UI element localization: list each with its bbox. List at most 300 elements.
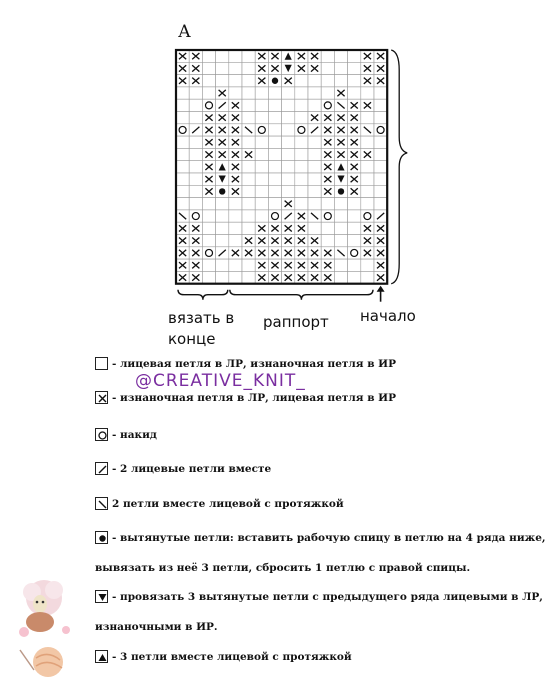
chart-cell-blank [202, 222, 215, 234]
chart-cell-purl [361, 247, 374, 259]
chart-cell-yarn-over [202, 99, 215, 111]
chart-cell-blank [189, 185, 202, 197]
chart-cell-blank [176, 99, 189, 111]
chart-cell-blank [308, 148, 321, 160]
chart-cell-blank [282, 99, 295, 111]
chart-cell-blank [229, 62, 242, 74]
chart-cell-purl [202, 173, 215, 185]
end-knit-brace [178, 290, 228, 300]
chart-cell-sk2p [334, 161, 347, 173]
chart-cell-purl [348, 124, 361, 136]
chart-cell-purl [268, 62, 281, 74]
chart-cell-purl [334, 112, 347, 124]
chart-cell-blank [334, 75, 347, 87]
chart-cell-blank [242, 210, 255, 222]
chart-cell-blank [348, 235, 361, 247]
chart-cell-purl [202, 161, 215, 173]
chart-cell-blank [202, 75, 215, 87]
chart-cell-p3-together [216, 173, 229, 185]
chart-cell-blank [321, 50, 334, 62]
chart-cell-k2tog [308, 124, 321, 136]
chart-cell-purl [216, 148, 229, 160]
chart-cell-purl [282, 235, 295, 247]
circle-square-icon [95, 428, 108, 441]
chart-cell-purl [308, 271, 321, 283]
chart-cell-yarn-over [321, 210, 334, 222]
chart-cell-purl [229, 185, 242, 197]
chart-cell-blank [268, 136, 281, 148]
chart-cell-blank [242, 62, 255, 74]
chart-cell-blank [374, 198, 387, 210]
chart-cell-blank [242, 271, 255, 283]
chart-cell-purl [202, 124, 215, 136]
chart-cell-purl [361, 222, 374, 234]
chart-cell-blank [308, 87, 321, 99]
chart-cell-purl [361, 235, 374, 247]
chart-cell-blank [361, 173, 374, 185]
chart-cell-k2tog [216, 247, 229, 259]
chart-cell-purl [348, 173, 361, 185]
chart-cell-purl [255, 259, 268, 271]
chart-cell-yarn-over [268, 210, 281, 222]
chart-cell-blank [361, 87, 374, 99]
chart-cell-purl [321, 247, 334, 259]
legend-text-continuation: вывязать из неё 3 петли, сбросить 1 петлю с правой спицы. [95, 562, 471, 574]
chart-cell-purl [282, 75, 295, 87]
chart-cell-purl [308, 50, 321, 62]
blank-square-icon [95, 357, 108, 370]
chart-cell-blank [361, 259, 374, 271]
chart-cell-purl [321, 136, 334, 148]
chart-cell-purl [189, 62, 202, 74]
chart-cell-blank [308, 222, 321, 234]
chart-cell-yarn-over [176, 124, 189, 136]
chart-cell-blank [216, 222, 229, 234]
chart-cell-blank [361, 271, 374, 283]
chart-cell-purl [216, 124, 229, 136]
chart-cell-blank [321, 75, 334, 87]
chart-cell-purl [242, 148, 255, 160]
watermark: @CREATIVE_KNIT_ [135, 371, 306, 391]
chart-cell-purl [189, 222, 202, 234]
chart-cell-blank [295, 161, 308, 173]
chart-cell-blank [374, 136, 387, 148]
chart-cell-purl [189, 50, 202, 62]
chart-cell-blank [374, 148, 387, 160]
chart-title: А [178, 22, 191, 42]
chart-cell-purl [348, 148, 361, 160]
chart-cell-blank [189, 136, 202, 148]
chart-cell-ssk [308, 210, 321, 222]
chart-cell-blank [268, 173, 281, 185]
chart-cell-blank [321, 62, 334, 74]
chart-cell-blank [308, 99, 321, 111]
chart-cell-p3-together [282, 62, 295, 74]
chart-cell-purl [308, 112, 321, 124]
chart-cell-blank [189, 99, 202, 111]
chart-cell-k2tog [374, 210, 387, 222]
chart-cell-blank [334, 235, 347, 247]
chart-cell-yarn-over [321, 99, 334, 111]
chart-cell-blank [255, 161, 268, 173]
legend-text: - 2 лицевые петли вместе [112, 463, 272, 475]
chart-cell-blank [255, 210, 268, 222]
chart-cell-blank [308, 75, 321, 87]
dot-square-icon [95, 531, 108, 544]
chart-cell-blank [334, 259, 347, 271]
chart-cell-ssk [242, 124, 255, 136]
chart-cell-blank [229, 259, 242, 271]
chart-cell-purl [229, 173, 242, 185]
chart-cell-blank [348, 75, 361, 87]
chart-cell-blank [255, 136, 268, 148]
chart-cell-blank [229, 87, 242, 99]
chart-cell-blank [348, 50, 361, 62]
chart-cell-blank [202, 198, 215, 210]
chart-cell-blank [334, 222, 347, 234]
chart-cell-blank [334, 271, 347, 283]
chart-cell-purl [176, 75, 189, 87]
chart-cell-purl [242, 247, 255, 259]
chart-cell-purl [202, 185, 215, 197]
chart-cell-blank [242, 185, 255, 197]
chart-cell-yarn-over [295, 124, 308, 136]
chart-cell-k2tog [189, 124, 202, 136]
chart-cell-blank [282, 173, 295, 185]
chart-cell-purl [374, 50, 387, 62]
chart-cell-blank [374, 185, 387, 197]
chart-cell-blank [202, 62, 215, 74]
chart-cell-purl [268, 222, 281, 234]
chart-cell-blank [216, 210, 229, 222]
legend-text: - вытянутые петли: вставить рабочую спицу в петлю на 4 ряда ниже, [112, 532, 546, 544]
chart-cell-blank [216, 50, 229, 62]
chart-cell-blank [189, 161, 202, 173]
chart-cell-purl [321, 173, 334, 185]
chart-cell-blank [176, 112, 189, 124]
chart-cell-purl [189, 259, 202, 271]
chart-cell-purl [348, 99, 361, 111]
chart-cell-sk2p [282, 50, 295, 62]
chart-cell-blank [295, 198, 308, 210]
chart-cell-blank [282, 112, 295, 124]
chart-cell-blank [189, 87, 202, 99]
chart-cell-blank [202, 235, 215, 247]
chart-cell-blank [255, 173, 268, 185]
chart-cell-blank [268, 148, 281, 160]
chart-cell-blank [268, 124, 281, 136]
chart-cell-purl [295, 271, 308, 283]
chart-cell-blank [308, 136, 321, 148]
chart-cell-elongated [216, 185, 229, 197]
chart-cell-blank [295, 99, 308, 111]
chart-cell-purl [176, 247, 189, 259]
chart-cell-ssk [334, 247, 347, 259]
chart-cell-blank [242, 87, 255, 99]
chart-cell-blank [255, 87, 268, 99]
chart-cell-blank [229, 222, 242, 234]
chart-cell-blank [176, 148, 189, 160]
chart-cell-purl [361, 62, 374, 74]
chart-cell-blank [295, 112, 308, 124]
chart-cell-purl [255, 247, 268, 259]
chart-cell-blank [308, 173, 321, 185]
chart-cell-blank [334, 62, 347, 74]
chart-cell-blank [282, 161, 295, 173]
chart-cell-purl [308, 62, 321, 74]
chart-cell-purl [216, 136, 229, 148]
chart-cell-purl [229, 124, 242, 136]
chart-cell-purl [255, 271, 268, 283]
chart-cell-blank [268, 185, 281, 197]
chart-cell-purl [268, 247, 281, 259]
chart-cell-purl [255, 235, 268, 247]
chart-cell-purl [176, 62, 189, 74]
chart-cell-purl [334, 124, 347, 136]
chart-cell-purl [255, 50, 268, 62]
chart-cell-blank [348, 210, 361, 222]
chart-cell-blank [295, 148, 308, 160]
chart-cell-blank [348, 198, 361, 210]
chart-cell-purl [282, 271, 295, 283]
chart-cell-blank [176, 136, 189, 148]
chart-cell-blank [268, 87, 281, 99]
backslash-square-icon [95, 497, 108, 510]
chart-cell-purl [229, 99, 242, 111]
chart-cell-blank [255, 198, 268, 210]
chart-cell-purl [282, 198, 295, 210]
chart-cell-blank [308, 198, 321, 210]
chart-cell-blank [242, 173, 255, 185]
chart-cell-blank [282, 136, 295, 148]
chart-cell-purl [189, 235, 202, 247]
chart-cell-blank [282, 148, 295, 160]
chart-cell-ssk [361, 124, 374, 136]
chart-cell-k2tog [216, 99, 229, 111]
chart-cell-purl [216, 112, 229, 124]
chart-cell-blank [202, 259, 215, 271]
start-label: начало [360, 307, 416, 325]
legend-text: - лицевая петля в ЛР, изнаночная петля в ИР [112, 358, 396, 370]
chart-cell-purl [374, 222, 387, 234]
chart-cell-yarn-over [361, 210, 374, 222]
chart-cell-blank [202, 50, 215, 62]
chart-cell-purl [268, 235, 281, 247]
chart-cell-purl [321, 271, 334, 283]
chart-cell-blank [374, 99, 387, 111]
chart-cell-purl [321, 124, 334, 136]
chart-cell-yarn-over [202, 247, 215, 259]
chart-cell-purl [268, 271, 281, 283]
chart-cell-purl [321, 185, 334, 197]
chart-cell-blank [255, 148, 268, 160]
end-knit-label: вязать в конце [168, 309, 235, 348]
chart-cell-purl [202, 136, 215, 148]
chart-cell-k2tog [282, 210, 295, 222]
chart-cell-purl [295, 62, 308, 74]
chart-cell-purl [202, 112, 215, 124]
chart-cell-purl [348, 136, 361, 148]
chart-cell-purl [321, 161, 334, 173]
triangle-up-square-icon [95, 650, 108, 663]
chart-cell-yarn-over [348, 247, 361, 259]
chart-cell-blank [229, 210, 242, 222]
chart-cell-purl [176, 235, 189, 247]
chart-cell-blank [374, 161, 387, 173]
chart-cell-blank [189, 148, 202, 160]
chart-cell-blank [255, 99, 268, 111]
chart-cell-blank [374, 173, 387, 185]
chart-cell-blank [202, 87, 215, 99]
chart-cell-blank [242, 222, 255, 234]
knitting-chart [0, 0, 552, 340]
chart-cell-ssk [176, 210, 189, 222]
chart-cell-purl [361, 99, 374, 111]
chart-cell-purl [255, 222, 268, 234]
chart-cell-blank [242, 99, 255, 111]
chart-cell-purl [189, 75, 202, 87]
chart-cell-purl [189, 247, 202, 259]
legend-text: - изнаночная петля в ЛР, лицевая петля в ИР [112, 392, 396, 404]
chart-cell-blank [348, 271, 361, 283]
chart-cell-purl [242, 235, 255, 247]
chart-cell-purl [176, 271, 189, 283]
chart-cell-blank [216, 75, 229, 87]
chart-cell-purl [374, 62, 387, 74]
slash-square-icon [95, 462, 108, 475]
chart-cell-blank [202, 271, 215, 283]
chart-cell-purl [229, 148, 242, 160]
chart-cell-blank [242, 259, 255, 271]
chart-cell-purl [308, 259, 321, 271]
chart-cell-purl [229, 112, 242, 124]
legend-text: 2 петли вместе лицевой с протяжкой [112, 498, 344, 510]
chart-cell-blank [268, 99, 281, 111]
chart-cell-blank [242, 50, 255, 62]
chart-cell-blank [282, 185, 295, 197]
chart-cell-blank [176, 87, 189, 99]
chart-cell-purl [189, 271, 202, 283]
chart-cell-blank [268, 198, 281, 210]
chart-cell-blank [308, 161, 321, 173]
chart-cell-purl [361, 148, 374, 160]
chart-cell-purl [295, 259, 308, 271]
chart-cell-blank [334, 198, 347, 210]
chart-cell-blank [321, 235, 334, 247]
chart-cell-blank [189, 198, 202, 210]
chart-cell-purl [334, 136, 347, 148]
chart-cell-blank [176, 161, 189, 173]
chart-cell-blank [295, 185, 308, 197]
chart-cell-purl [202, 148, 215, 160]
chart-cell-blank [202, 210, 215, 222]
chart-cell-purl [321, 148, 334, 160]
chart-cell-blank [189, 112, 202, 124]
chart-cell-blank [176, 173, 189, 185]
chart-cell-blank [308, 185, 321, 197]
chart-cell-purl [229, 161, 242, 173]
chart-cell-purl [268, 259, 281, 271]
row-brace [391, 50, 407, 284]
chart-cell-purl [216, 87, 229, 99]
chart-cell-blank [334, 210, 347, 222]
chart-cell-blank [361, 185, 374, 197]
chart-cell-purl [176, 222, 189, 234]
chart-cell-purl [348, 161, 361, 173]
chart-cell-purl [374, 235, 387, 247]
chart-cell-blank [295, 75, 308, 87]
sheep-illustration [10, 570, 80, 680]
chart-cell-blank [361, 198, 374, 210]
chart-cell-blank [282, 87, 295, 99]
cross-square-icon [95, 391, 108, 404]
chart-cell-purl [374, 259, 387, 271]
chart-cell-blank [295, 136, 308, 148]
chart-cell-blank [229, 198, 242, 210]
chart-cell-blank [374, 87, 387, 99]
legend-text: - накид [112, 429, 157, 441]
chart-cell-blank [348, 62, 361, 74]
chart-cell-purl [255, 62, 268, 74]
chart-cell-purl [374, 75, 387, 87]
chart-cell-blank [255, 185, 268, 197]
chart-cell-purl [229, 247, 242, 259]
chart-cell-purl [334, 87, 347, 99]
repeat-brace [230, 290, 373, 300]
chart-cell-purl [308, 247, 321, 259]
chart-cell-blank [242, 112, 255, 124]
chart-cell-blank [282, 124, 295, 136]
chart-cell-purl [374, 271, 387, 283]
chart-cell-blank [321, 198, 334, 210]
chart-cell-purl [361, 75, 374, 87]
chart-cell-blank [334, 50, 347, 62]
chart-cell-purl [282, 247, 295, 259]
chart-cell-purl [268, 50, 281, 62]
chart-cell-purl [374, 247, 387, 259]
chart-cell-p3-together [334, 173, 347, 185]
chart-cell-purl [321, 112, 334, 124]
chart-cell-blank [361, 136, 374, 148]
chart-cell-blank [242, 75, 255, 87]
chart-cell-blank [348, 87, 361, 99]
chart-cell-yarn-over [374, 124, 387, 136]
chart-cell-blank [242, 136, 255, 148]
chart-cell-blank [189, 173, 202, 185]
chart-cell-blank [229, 75, 242, 87]
chart-cell-purl [334, 148, 347, 160]
chart-cell-blank [348, 259, 361, 271]
legend-text: - провязать 3 вытянутые петли с предыдущего ряда лицевыми в ЛР, [112, 591, 543, 603]
legend-text-continuation: изнаночными в ИР. [95, 621, 218, 633]
chart-cell-blank [229, 235, 242, 247]
chart-cell-blank [216, 235, 229, 247]
chart-cell-elongated [268, 75, 281, 87]
chart-cell-blank [348, 222, 361, 234]
chart-cell-purl [282, 222, 295, 234]
chart-cell-purl [348, 185, 361, 197]
chart-cell-blank [176, 185, 189, 197]
chart-cell-blank [216, 62, 229, 74]
chart-cell-blank [216, 198, 229, 210]
chart-cell-purl [255, 75, 268, 87]
chart-cell-yarn-over [255, 124, 268, 136]
chart-cell-blank [361, 161, 374, 173]
chart-cell-blank [374, 112, 387, 124]
chart-cell-purl [176, 50, 189, 62]
chart-cell-purl [295, 235, 308, 247]
legend-text: - 3 петли вместе лицевой с протяжкой [112, 651, 352, 663]
